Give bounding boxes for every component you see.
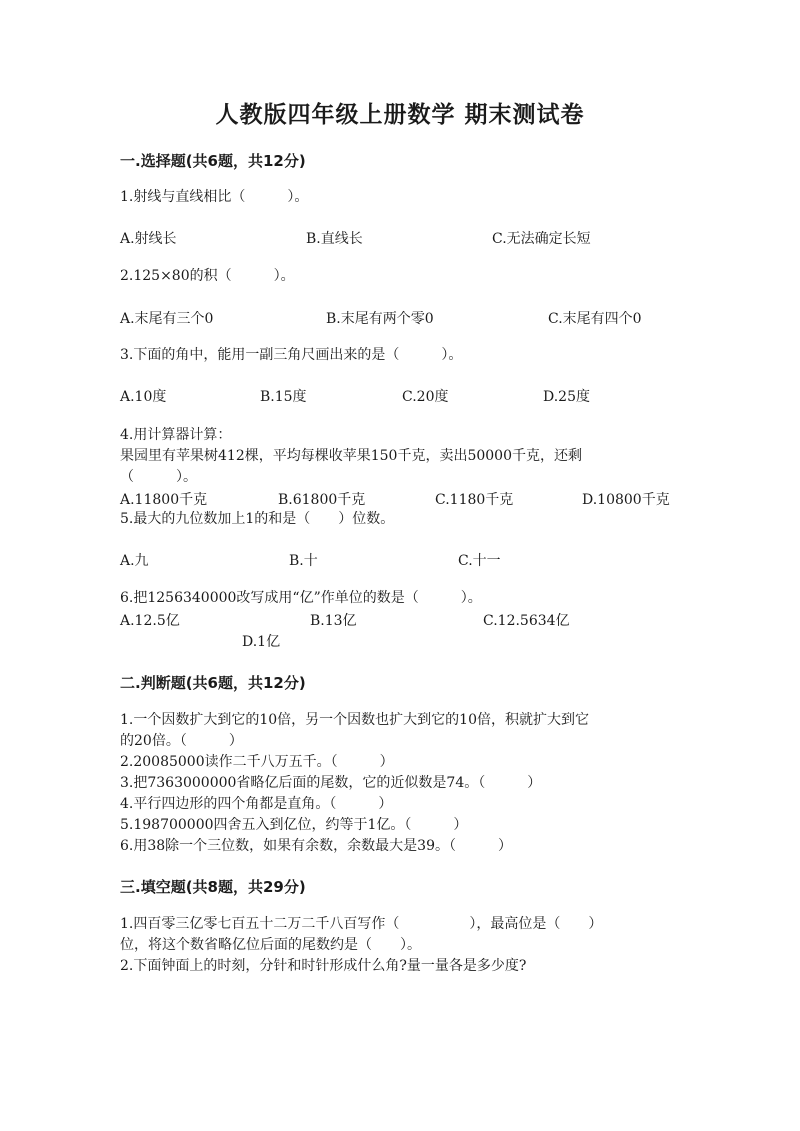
judgment-line: 2.20085000读作二千八万五千。（ ） bbox=[120, 754, 394, 770]
question-4-line-1: 4.用计算器计算： bbox=[120, 427, 232, 443]
judgment-line: 4.平行四边形的四个角都是直角。（ ） bbox=[120, 796, 393, 812]
question-3-option-d: D.25度 bbox=[543, 389, 590, 405]
question-5-option-a: A.九 bbox=[120, 553, 149, 569]
question-5-option-b: B.十 bbox=[289, 553, 318, 569]
judgment-line: 3.把7363000000省略亿后面的尾数，它的近似数是74。（ ） bbox=[120, 775, 542, 791]
judgment-line: 6.用38除一个三位数，如果有余数，余数最大是39。（ ） bbox=[120, 838, 512, 854]
question-3-option-c: C.20度 bbox=[402, 389, 449, 405]
question-4-line-2: 果园里有苹果树412棵，平均每棵收苹果150千克，卖出50000千克，还剩 bbox=[120, 448, 582, 464]
question-3-stem: 3.下面的角中，能用一副三角尺画出来的是（ ）。 bbox=[120, 347, 463, 363]
question-4-option-b: B.61800千克 bbox=[278, 492, 366, 508]
question-6-option-b: B.13亿 bbox=[310, 613, 357, 629]
question-6-option-d: D.1亿 bbox=[242, 634, 281, 650]
question-5-option-c: C.十一 bbox=[458, 553, 501, 569]
question-3-option-b: B.15度 bbox=[260, 389, 307, 405]
judgment-line: 5.198700000四舍五入到亿位，约等于1亿。（ ） bbox=[120, 817, 468, 833]
question-4-line-3: （ ）。 bbox=[120, 469, 197, 485]
question-1-stem: 1.射线与直线相比（ ）。 bbox=[120, 189, 309, 205]
question-5-stem: 5.最大的九位数加上1的和是（ ）位数。 bbox=[120, 511, 395, 527]
question-6-stem: 6.把1256340000改写成用“亿”作单位的数是（ ）。 bbox=[120, 590, 482, 606]
judgment-line: 1.一个因数扩大到它的10倍，另一个因数也扩大到它的10倍，积就扩大到它 bbox=[120, 712, 589, 728]
fill-in-line: 位，将这个数省略亿位后面的尾数约是（ ）。 bbox=[120, 937, 421, 953]
question-3-option-a: A.10度 bbox=[120, 389, 167, 405]
question-1-option-b: B.直线长 bbox=[306, 231, 363, 247]
page-title: 人教版四年级上册数学 期末测试卷 bbox=[215, 102, 585, 128]
fill-in-line: 2.下面钟面上的时刻，分针和时针形成什么角?量一量各是多少度? bbox=[120, 958, 527, 974]
question-1-option-c: C.无法确定长短 bbox=[492, 231, 591, 247]
question-2-option-b: B.末尾有两个零0 bbox=[326, 311, 434, 327]
question-1-option-a: A.射线长 bbox=[120, 231, 177, 247]
section-heading-choice: 一.选择题(共6题，共12分) bbox=[120, 152, 306, 170]
question-2-stem: 2.125×80的积（ ）。 bbox=[120, 268, 295, 284]
question-4-option-c: C.1180千克 bbox=[435, 492, 514, 508]
section-heading-fill-in: 三.填空题(共8题，共29分) bbox=[120, 878, 306, 896]
question-6-option-a: A.12.5亿 bbox=[120, 613, 180, 629]
question-4-option-a: A.11800千克 bbox=[120, 492, 208, 508]
question-6-option-c: C.12.5634亿 bbox=[483, 613, 570, 629]
section-heading-judgment: 二.判断题(共6题，共12分) bbox=[120, 674, 306, 692]
question-4-option-d: D.10800千克 bbox=[582, 492, 670, 508]
judgment-line: 的20倍。（ ） bbox=[120, 733, 243, 749]
question-2-option-a: A.末尾有三个0 bbox=[120, 311, 214, 327]
fill-in-line: 1.四百零三亿零七百五十二万二千八百写作（ ），最高位是（ ） bbox=[120, 916, 603, 932]
question-2-option-c: C.末尾有四个0 bbox=[548, 311, 642, 327]
